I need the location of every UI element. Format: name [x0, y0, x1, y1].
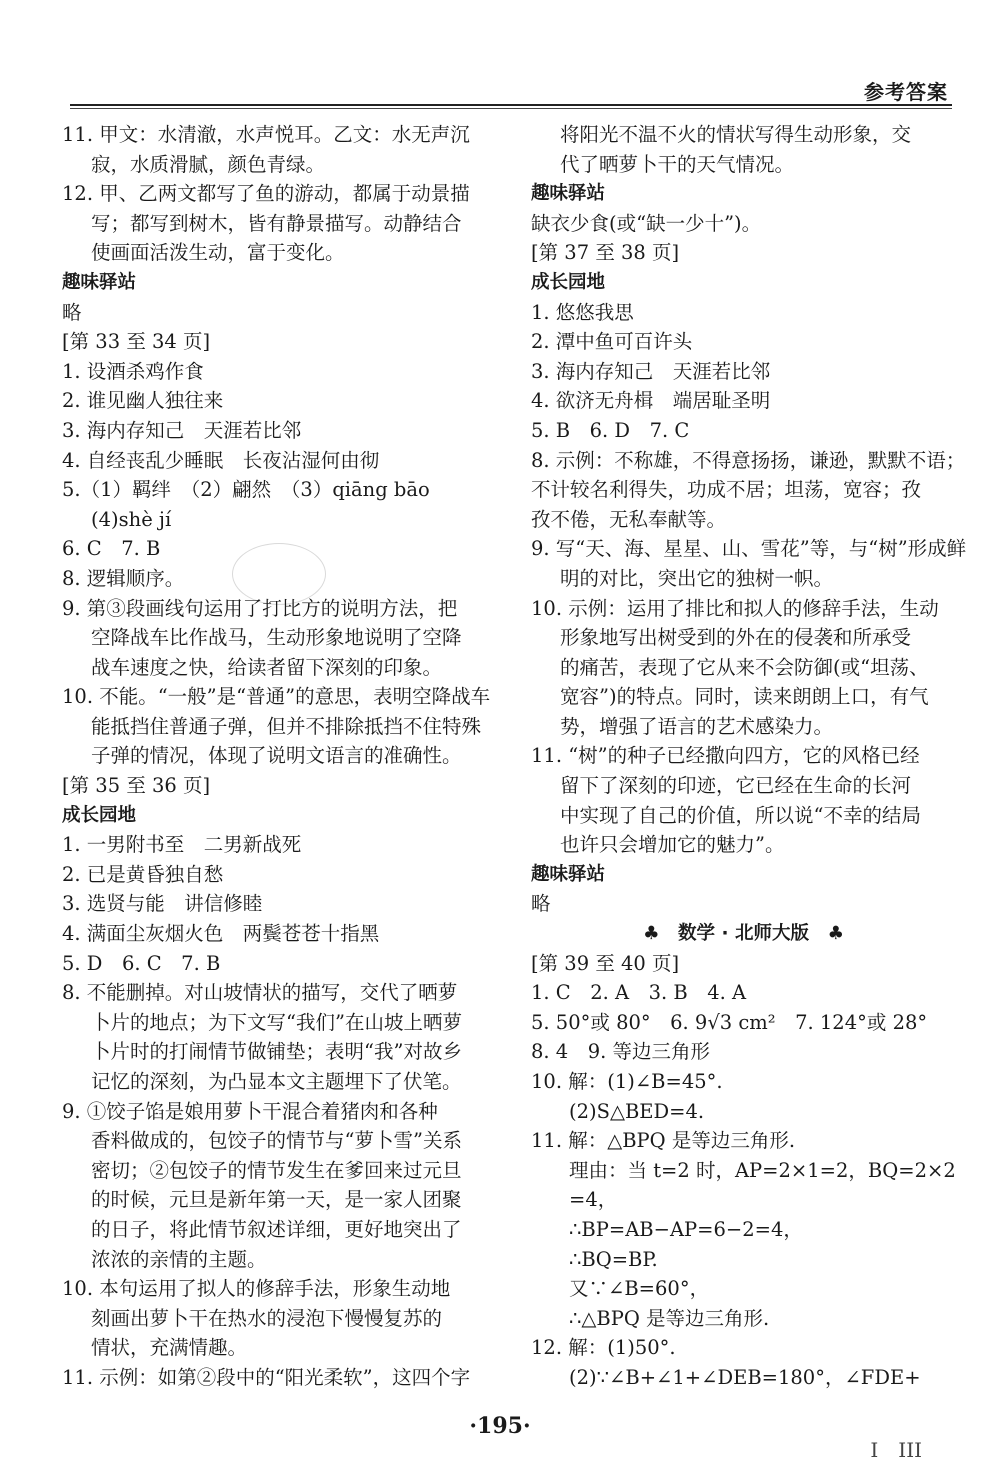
answer-line: 情状，充满情趣。	[91, 1336, 248, 1360]
answer-line: [第 33 至 34 页]	[62, 330, 211, 354]
answer-line: 6. C 7. B	[62, 537, 161, 561]
answer-line: 记忆的深刻，为凸显本文主题埋下了伏笔。	[91, 1070, 462, 1093]
answer-line: 3. 选贤与能 讲信修睦	[62, 892, 263, 916]
answer-line: 趣味驿站	[62, 271, 137, 293]
answer-line: 10. 解：(1)∠B=45°.	[531, 1070, 723, 1093]
answer-line: 10. 不能。“一般”是“普通”的意思，表明空降战车	[62, 685, 491, 709]
answer-line: 11. “树”的种子已经撒向四方，它的风格已经	[531, 744, 920, 768]
answer-line: 趣味驿站	[531, 863, 606, 885]
answer-line: 1. 一男附书至 二男新战死	[62, 833, 302, 857]
answer-line: 也许只会增加它的魅力”。	[560, 833, 785, 857]
answer-line: 10. 示例：运用了排比和拟人的修辞手法，生动	[531, 596, 939, 620]
answer-line: [第 35 至 36 页]	[62, 774, 211, 798]
answer-line: 3. 海内存知己 天涯若比邻	[531, 359, 771, 383]
answer-line: 能抵挡住普通子弹，但并不排除抵挡不住特殊	[91, 714, 482, 738]
answer-line: 刻画出萝卜干在热水的浸泡下慢慢复苏的	[91, 1306, 443, 1330]
answer-line: 11. 示例：如第②段中的“阳光柔软”，这四个字	[62, 1365, 471, 1389]
answer-line: 8. 4 9. 等边三角形	[531, 1040, 711, 1064]
answer-line: 2. 谁见幽人独往来	[62, 389, 224, 413]
answer-line: ∴BQ=BP.	[569, 1247, 658, 1271]
answer-line: 的痛苦，表现了它从来不会防御(或“坦荡、	[560, 655, 929, 679]
answer-line: 留下了深刻的印迹，它已经在生命的长河	[560, 774, 912, 798]
answer-line: 将阳光不温不火的情状写得生动形象，交	[560, 123, 912, 146]
answer-line: 5. 50°或 80° 6. 9√3 cm² 7. 124°或 28°	[531, 1010, 928, 1034]
answer-line: ♣ 数学 · 北师大版 ♣	[642, 923, 845, 945]
answer-line: [第 37 至 38 页]	[531, 241, 680, 265]
answer-line: 宽容”)的特点。同时，读来朗朗上口，有气	[560, 685, 929, 709]
answer-line: 使画面活泼生动，富于变化。	[91, 241, 345, 265]
answer-line: 5. B 6. D 7. C	[531, 418, 690, 442]
left-column	[62, 120, 502, 1393]
answer-line: 11. 甲文：水清澈，水声悦耳。乙文：水无声沉	[62, 123, 470, 146]
answer-line: 子弹的情况，体现了说明文语言的准确性。	[91, 744, 462, 768]
right-column	[531, 120, 967, 1393]
answer-line: 的日子，将此情节叙述详细，更好地突出了	[91, 1217, 462, 1241]
answer-line: 香料做成的，包饺子的情节与“萝卜雪”关系	[91, 1129, 462, 1153]
header-rule-thin	[70, 108, 952, 109]
footer-mark: I III	[870, 1438, 922, 1462]
answer-line: 缺衣少食(或“缺一少十”)。	[531, 211, 762, 235]
answer-line: (4)shè jí	[91, 507, 172, 531]
answer-line: 11. 解：△BPQ 是等边三角形.	[531, 1129, 796, 1153]
answer-line: 密切；②包饺子的情节发生在爹回来过元旦	[91, 1158, 462, 1182]
answer-line: 中实现了自己的价值，所以说“不幸的结局	[560, 803, 921, 827]
answer-line: 卜片时的打闹情节做铺垫；表明“我”对故乡	[91, 1040, 462, 1064]
answer-line: 12. 解：(1)50°.	[531, 1336, 676, 1360]
answer-line: 略	[531, 892, 551, 916]
answer-line: 8. 逻辑顺序。	[62, 566, 185, 590]
answer-line: [第 39 至 40 页]	[531, 951, 680, 975]
answer-line: 趣味驿站	[531, 183, 606, 205]
answer-line: 1. 设酒杀鸡作食	[62, 359, 204, 383]
answer-line: 5.（1）羁绊 （2）翩然 （3）qiāng bāo	[62, 478, 430, 502]
answer-line: 孜不倦，无私奉献等。	[531, 507, 727, 531]
answer-line: 3. 海内存知己 天涯若比邻	[62, 418, 302, 442]
page-number: ·195·	[469, 1413, 531, 1439]
answer-line: (2)S△BED=4.	[569, 1099, 705, 1123]
answer-line: 战车速度之快，给读者留下深刻的印象。	[91, 655, 443, 679]
answer-line: 9. 第③段画线句运用了打比方的说明方法，把	[62, 596, 458, 620]
answer-line: 成长园地	[531, 271, 606, 293]
answer-line: 成长园地	[62, 804, 137, 826]
answer-line: 又∵∠B=60°，	[569, 1277, 710, 1301]
answer-line: 8. 示例：不称雄，不得意扬扬，谦逊，默默不语；	[531, 448, 966, 472]
answer-line: ∴△BPQ 是等边三角形.	[569, 1306, 770, 1330]
answer-line: 10. 本句运用了拟人的修辞手法，形象生动地	[62, 1277, 451, 1301]
answer-line: 不计较名利得失，功成不居；坦荡，宽容；孜	[531, 478, 922, 502]
answer-line: 2. 已是黄昏独自愁	[62, 862, 224, 886]
answer-line: 写；都写到树木，皆有静景描写。动静结合	[91, 211, 462, 235]
answer-line: 4. 自经丧乱少睡眠 长夜沾湿何由彻	[62, 448, 380, 472]
answer-line: =4，	[569, 1188, 618, 1212]
answer-line: 寂，水质滑腻，颜色青绿。	[91, 152, 326, 176]
answer-line: 9. ①饺子馅是娘用萝卜干混合着猪肉和各种	[62, 1099, 438, 1123]
answer-line: 略	[62, 300, 82, 324]
answer-line: 明的对比，突出它的独树一帜。	[560, 566, 834, 590]
answer-line: 代了晒萝卜干的天气情况。	[560, 152, 795, 176]
answer-line: 12. 甲、乙两文都写了鱼的游动，都属于动景描	[62, 182, 470, 206]
answer-line: ∴BP=AB−AP=6−2=4，	[569, 1217, 803, 1241]
answer-line: 的时候，元旦是新年第一天，是一家人团聚	[91, 1188, 462, 1212]
answer-line: 势，增强了语言的艺术感染力。	[560, 714, 834, 738]
answer-line: 形象地写出树受到的外在的侵袭和所承受	[560, 626, 912, 650]
answer-line: 9. 写“天、海、星星、山、雪花”等，与“树”形成鲜	[531, 537, 967, 561]
answer-line: 8. 不能删掉。对山坡情状的描写，交代了晒萝	[62, 981, 458, 1005]
answer-line: 空降战车比作战马，生动形象地说明了空降	[91, 626, 462, 650]
answer-line: 2. 潭中鱼可百许头	[531, 330, 693, 354]
answer-line: 1. 悠悠我思	[531, 300, 634, 324]
answer-line: 浓浓的亲情的主题。	[91, 1247, 267, 1271]
page-header-title: 参考答案	[864, 80, 948, 104]
answer-line: 1. C 2. A 3. B 4. A	[531, 981, 747, 1005]
answer-line: 理由：当 t=2 时，AP=2×1=2，BQ=2×2	[569, 1158, 956, 1182]
header-rule	[70, 104, 952, 106]
answer-line: 5. D 6. C 7. B	[62, 951, 221, 975]
answer-line: 4. 欲济无舟楫 端居耻圣明	[531, 389, 771, 413]
answer-line: (2)∵∠B+∠1+∠DEB=180°，∠FDE+	[569, 1365, 921, 1389]
answer-line: 卜片的地点；为下文写“我们”在山坡上晒萝	[91, 1010, 462, 1034]
answer-line: 4. 满面尘灰烟火色 两鬓苍苍十指黑	[62, 922, 380, 946]
